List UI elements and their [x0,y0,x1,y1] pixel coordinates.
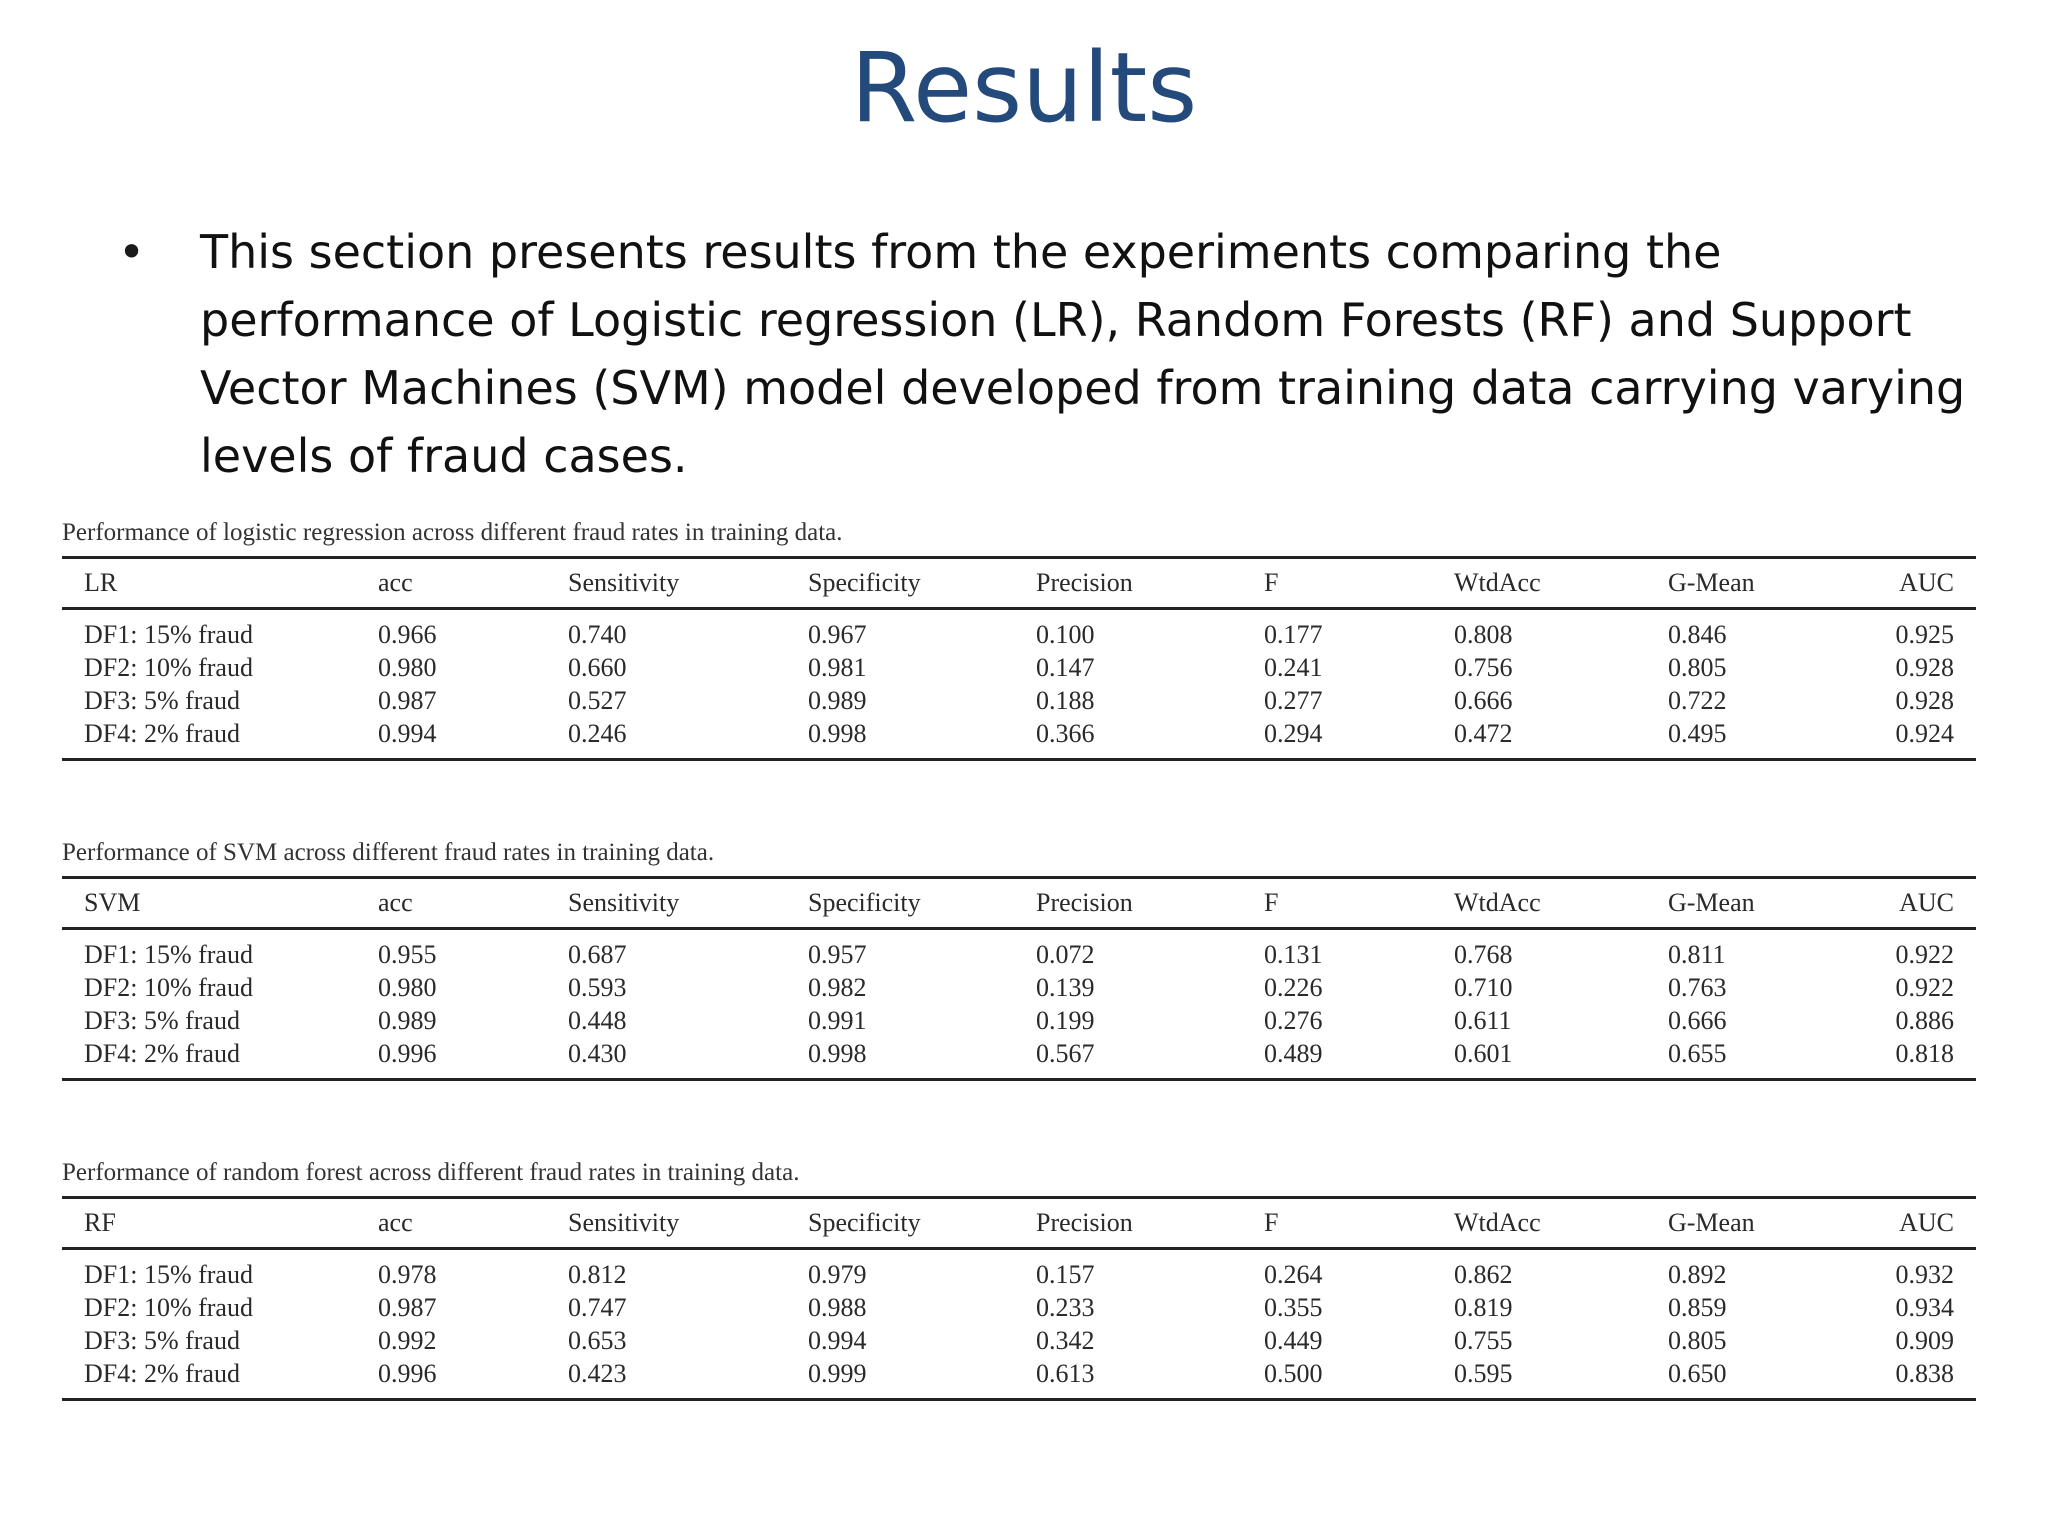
column-header: AUC [1899,1208,1954,1237]
bullet-marker: • [118,225,146,279]
table-cell: 0.979 [808,1259,867,1289]
table-cell: 0.768 [1454,939,1513,969]
table-cell: 0.366 [1036,718,1095,748]
table-cell: 0.982 [808,972,867,1002]
table-cell: DF2: 10% fraud [84,972,253,1002]
table-cell: 0.859 [1668,1292,1727,1322]
table-cell: DF1: 15% fraud [84,619,253,649]
table-cell: 0.805 [1668,652,1727,682]
table-cell: 0.925 [1895,619,1954,649]
table-cell: DF1: 15% fraud [84,939,253,969]
table-cell: 0.846 [1668,619,1727,649]
table-cell: 0.994 [378,718,437,748]
table-cell: 0.147 [1036,652,1095,682]
column-header: Sensitivity [568,568,680,597]
table-cell: 0.593 [568,972,627,1002]
slide-title: Results [850,32,1198,144]
column-header: Specificity [808,568,921,597]
table-cell: 0.595 [1454,1358,1513,1388]
table-cell: 0.500 [1264,1358,1323,1388]
table-cell: 0.928 [1895,652,1954,682]
table-cell: DF1: 15% fraud [84,1259,253,1289]
table-cell: 0.755 [1454,1325,1513,1355]
table-cell: 0.655 [1668,1038,1727,1068]
svm-table-section [62,836,1976,1081]
table-row [62,717,1976,760]
table-cell: 0.996 [378,1038,437,1068]
table-cell: 0.989 [378,1005,437,1035]
table-cell: 0.264 [1264,1259,1323,1289]
table-caption: Performance of logistic regression across different fraud rates in training data. [62,519,843,546]
table-cell: 0.966 [378,619,437,649]
table-cell: 0.924 [1895,718,1954,748]
table-cell: 0.955 [378,939,437,969]
rf-table-section [62,1156,1976,1401]
table-cell: 0.226 [1264,972,1323,1002]
table-header-row [62,558,1976,609]
table-cell: 0.818 [1895,1038,1954,1068]
table-cell: 0.276 [1264,1005,1323,1035]
table-cell: 0.980 [378,972,437,1002]
table-cell: 0.756 [1454,652,1513,682]
table-cell: DF2: 10% fraud [84,652,253,682]
table-cell: 0.687 [568,939,627,969]
table-cell: 0.653 [568,1325,627,1355]
column-header: G-Mean [1668,888,1755,917]
table-row [62,929,1976,972]
table-cell: 0.981 [808,652,867,682]
table-cell: 0.710 [1454,972,1513,1002]
table-cell: 0.932 [1895,1259,1954,1289]
table-cell: 0.987 [378,1292,437,1322]
table-cell: 0.886 [1895,1005,1954,1035]
table-row [62,971,1976,1004]
table-cell: 0.489 [1264,1038,1323,1068]
lr-performance-table [62,556,1976,761]
table-cell: 0.909 [1895,1325,1954,1355]
table-cell: 0.241 [1264,652,1323,682]
table-cell: 0.992 [378,1325,437,1355]
table-cell: 0.987 [378,685,437,715]
table-cell: 0.355 [1264,1292,1323,1322]
table-row [62,651,1976,684]
column-header: acc [378,568,413,597]
table-cell: 0.131 [1264,939,1323,969]
table-row [62,609,1976,652]
table-cell: 0.991 [808,1005,867,1035]
table-cell: 0.611 [1454,1005,1512,1035]
table-cell: 0.601 [1454,1038,1513,1068]
table-cell: 0.177 [1264,619,1323,649]
table-cell: 0.922 [1895,939,1954,969]
table-cell: 0.188 [1036,685,1095,715]
table-cell: 0.838 [1895,1358,1954,1388]
table-cell: 0.472 [1454,718,1513,748]
table-row [62,1324,1976,1357]
table-cell: 0.819 [1454,1292,1513,1322]
column-header: F [1264,568,1279,597]
table-cell: 0.740 [568,619,627,649]
table-cell: 0.892 [1668,1259,1727,1289]
table-cell: DF4: 2% fraud [84,1358,240,1388]
column-header: Precision [1036,568,1133,597]
table-caption: Performance of random forest across different fraud rates in training data. [62,1159,800,1186]
table-cell: 0.989 [808,685,867,715]
table-cell: 0.277 [1264,685,1323,715]
table-cell: 0.980 [378,652,437,682]
table-cell: DF4: 2% fraud [84,718,240,748]
table-row [62,1357,1976,1400]
table-cell: DF4: 2% fraud [84,1038,240,1068]
column-header: acc [378,888,413,917]
column-header: Precision [1036,888,1133,917]
column-header: acc [378,1208,413,1237]
table-cell: 0.812 [568,1259,627,1289]
table-cell: 0.862 [1454,1259,1513,1289]
table-cell: 0.449 [1264,1325,1323,1355]
column-header: LR [84,568,118,597]
table-cell: 0.808 [1454,619,1513,649]
table-cell: 0.448 [568,1005,627,1035]
table-cell: DF3: 5% fraud [84,1325,240,1355]
table-cell: 0.994 [808,1325,867,1355]
table-cell: DF3: 5% fraud [84,685,240,715]
lr-table-section [62,516,1976,761]
table-header-row [62,1198,1976,1249]
column-header: Sensitivity [568,888,680,917]
table-cell: 0.999 [808,1358,867,1388]
table-cell: 0.139 [1036,972,1095,1002]
table-cell: 0.988 [808,1292,867,1322]
table-header-row [62,878,1976,929]
table-row [62,1249,1976,1292]
column-header: AUC [1899,568,1954,597]
table-cell: 0.660 [568,652,627,682]
table-cell: 0.613 [1036,1358,1095,1388]
table-cell: DF3: 5% fraud [84,1005,240,1035]
table-cell: 0.246 [568,718,627,748]
table-cell: 0.423 [568,1358,627,1388]
column-header: G-Mean [1668,568,1755,597]
table-row [62,684,1976,717]
bullet-text: This section presents results from the experiments comparing the performance of Logistic regression (LR), Random Forests (RF) and Support Vector Machines (SVM) model developed from training data carrying varying levels of fraud cases. [200,225,1966,483]
table-cell: 0.763 [1668,972,1727,1002]
column-header: Sensitivity [568,1208,680,1237]
table-cell: DF2: 10% fraud [84,1292,253,1322]
column-header: WtdAcc [1454,888,1541,917]
table-cell: 0.811 [1668,939,1726,969]
table-cell: 0.430 [568,1038,627,1068]
table-cell: 0.666 [1668,1005,1727,1035]
column-header: WtdAcc [1454,1208,1541,1237]
column-header: Precision [1036,1208,1133,1237]
table-caption: Performance of SVM across different fraud rates in training data. [62,839,715,866]
column-header: WtdAcc [1454,568,1541,597]
table-cell: 0.294 [1264,718,1323,748]
table-row [62,1291,1976,1324]
column-header: SVM [84,888,141,917]
table-row [62,1037,1976,1080]
table-cell: 0.998 [808,718,867,748]
table-cell: 0.957 [808,939,867,969]
table-cell: 0.233 [1036,1292,1095,1322]
table-cell: 0.998 [808,1038,867,1068]
table-cell: 0.567 [1036,1038,1095,1068]
rf-performance-table [62,1196,1976,1401]
table-cell: 0.805 [1668,1325,1727,1355]
table-cell: 0.072 [1036,939,1095,969]
column-header: RF [84,1208,116,1237]
svm-performance-table [62,876,1976,1081]
table-cell: 0.100 [1036,619,1095,649]
table-cell: 0.928 [1895,685,1954,715]
column-header: Specificity [808,1208,921,1237]
table-cell: 0.342 [1036,1325,1095,1355]
table-cell: 0.934 [1895,1292,1954,1322]
table-cell: 0.495 [1668,718,1727,748]
table-cell: 0.157 [1036,1259,1095,1289]
table-cell: 0.666 [1454,685,1513,715]
table-cell: 0.199 [1036,1005,1095,1035]
table-cell: 0.527 [568,685,627,715]
column-header: F [1264,888,1279,917]
column-header: Specificity [808,888,921,917]
table-cell: 0.996 [378,1358,437,1388]
table-cell: 0.650 [1668,1358,1727,1388]
column-header: F [1264,1208,1279,1237]
table-cell: 0.747 [568,1292,627,1322]
column-header: AUC [1899,888,1954,917]
table-cell: 0.978 [378,1259,437,1289]
table-cell: 0.967 [808,619,867,649]
table-cell: 0.922 [1895,972,1954,1002]
column-header: G-Mean [1668,1208,1755,1237]
table-row [62,1004,1976,1037]
table-cell: 0.722 [1668,685,1727,715]
